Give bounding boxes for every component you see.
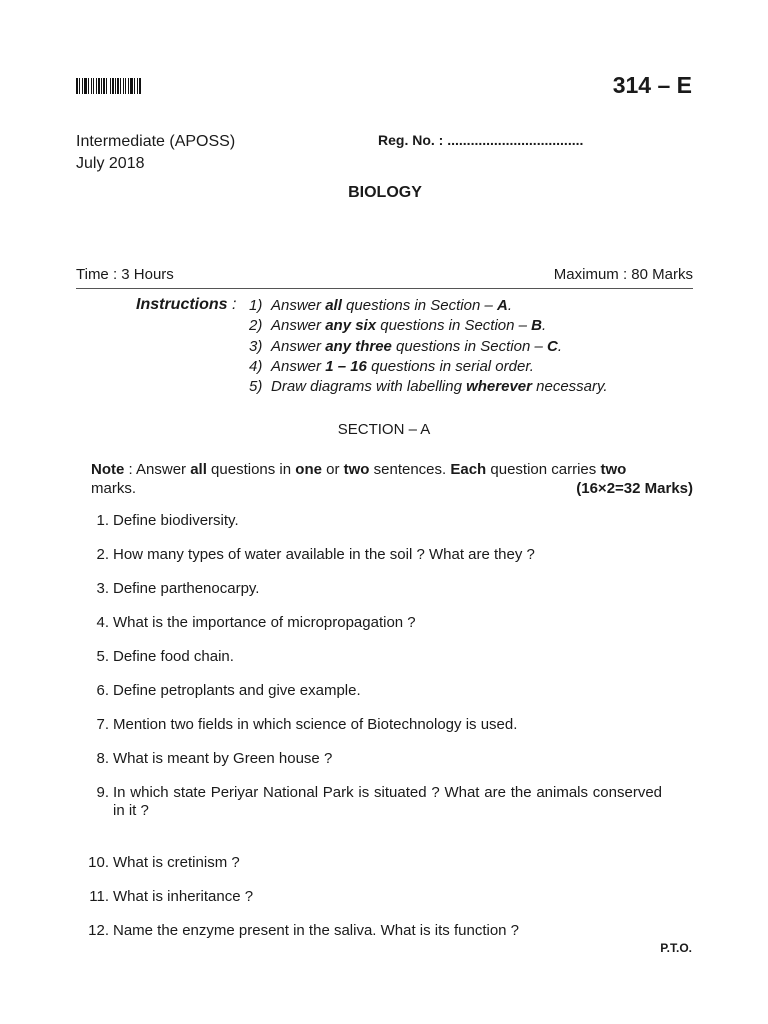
question-item xyxy=(82,614,662,632)
question-text: Name the enzyme present in the saliva. What is its function ? xyxy=(113,922,520,939)
question-text: What is the importance of micropropagation ? xyxy=(113,614,416,631)
section-marks: (16×2=32 Marks) xyxy=(576,480,693,497)
section-title: SECTION – A xyxy=(337,421,431,438)
question-item xyxy=(82,716,662,734)
subject-title: BIOLOGY xyxy=(348,184,422,201)
question-number: 3. xyxy=(96,580,109,597)
exam-session: July 2018 xyxy=(76,155,145,172)
note-marks-word: marks. xyxy=(91,480,136,497)
maximum-marks: Maximum : 80 Marks xyxy=(553,266,693,283)
question-text: What is inheritance ? xyxy=(113,888,254,905)
question-number: 9. xyxy=(96,784,109,801)
question-text: How many types of water available in the soil ? What are they ? xyxy=(113,546,535,563)
program-name: Intermediate (APOSS) xyxy=(76,133,236,150)
reg-no xyxy=(378,132,583,148)
question-item xyxy=(82,922,662,940)
instructions-colon: : xyxy=(232,296,237,313)
paper-code: 314 – E xyxy=(612,72,692,98)
question-text: In which state Periyar National Park is situated ? What are the animals conserved in it ? xyxy=(113,784,662,819)
question-item xyxy=(82,512,662,530)
question-number: 2. xyxy=(96,546,109,563)
question-text: Mention two fields in which science of Biotechnology is used. xyxy=(113,716,518,733)
question-item xyxy=(82,546,662,564)
reg-no-label: Reg. No. : xyxy=(378,132,444,148)
question-number: 6. xyxy=(96,682,109,699)
question-number: 10. xyxy=(88,854,109,871)
question-number: 12. xyxy=(88,922,109,939)
instruction-item: 5) Draw diagrams with labelling wherever necessary. xyxy=(249,378,608,396)
question-text: What is meant by Green house ? xyxy=(113,750,333,767)
instructions-list xyxy=(249,296,608,397)
divider xyxy=(76,288,693,289)
question-item xyxy=(82,888,662,906)
question-number: 11. xyxy=(89,888,109,905)
pto-marker: P.T.O. xyxy=(660,941,692,955)
reg-no-blank: ................................... xyxy=(447,132,584,148)
note-label: Note xyxy=(91,461,125,478)
question-number: 5. xyxy=(96,648,109,665)
question-number: 8. xyxy=(96,750,109,767)
question-number: 7. xyxy=(96,716,109,733)
instruction-item: 2) Answer any six questions in Section – B. xyxy=(249,317,547,335)
question-item xyxy=(82,784,662,820)
time-allowed: Time : 3 Hours xyxy=(76,266,174,283)
question-number: 4. xyxy=(96,614,109,631)
question-text: What is cretinism ? xyxy=(113,854,240,871)
question-text: Define petroplants and give example. xyxy=(113,682,361,699)
question-list xyxy=(82,512,662,940)
question-number: 1. xyxy=(96,512,109,529)
question-text: Define biodiversity. xyxy=(113,512,239,529)
question-item xyxy=(82,854,662,872)
instruction-item: 3) Answer any three questions in Section – C. xyxy=(249,337,563,355)
question-item xyxy=(82,682,662,700)
section-note: Note : Answer all questions in one or two sentences. Each question carries two marks. (16×2=32 Marks) xyxy=(91,461,693,497)
question-item xyxy=(82,580,662,598)
question-text: Define food chain. xyxy=(113,648,234,665)
question-item xyxy=(82,648,662,666)
question-item xyxy=(82,750,662,768)
question-text: Define parthenocarpy. xyxy=(113,580,260,597)
instruction-item: 4) Answer 1 – 16 questions in serial order. xyxy=(249,357,534,375)
barcode-bar xyxy=(139,78,141,94)
instructions-label: Instructions xyxy=(136,296,228,313)
barcode xyxy=(76,78,160,94)
instruction-item: 1) Answer all questions in Section – A. xyxy=(249,297,512,314)
